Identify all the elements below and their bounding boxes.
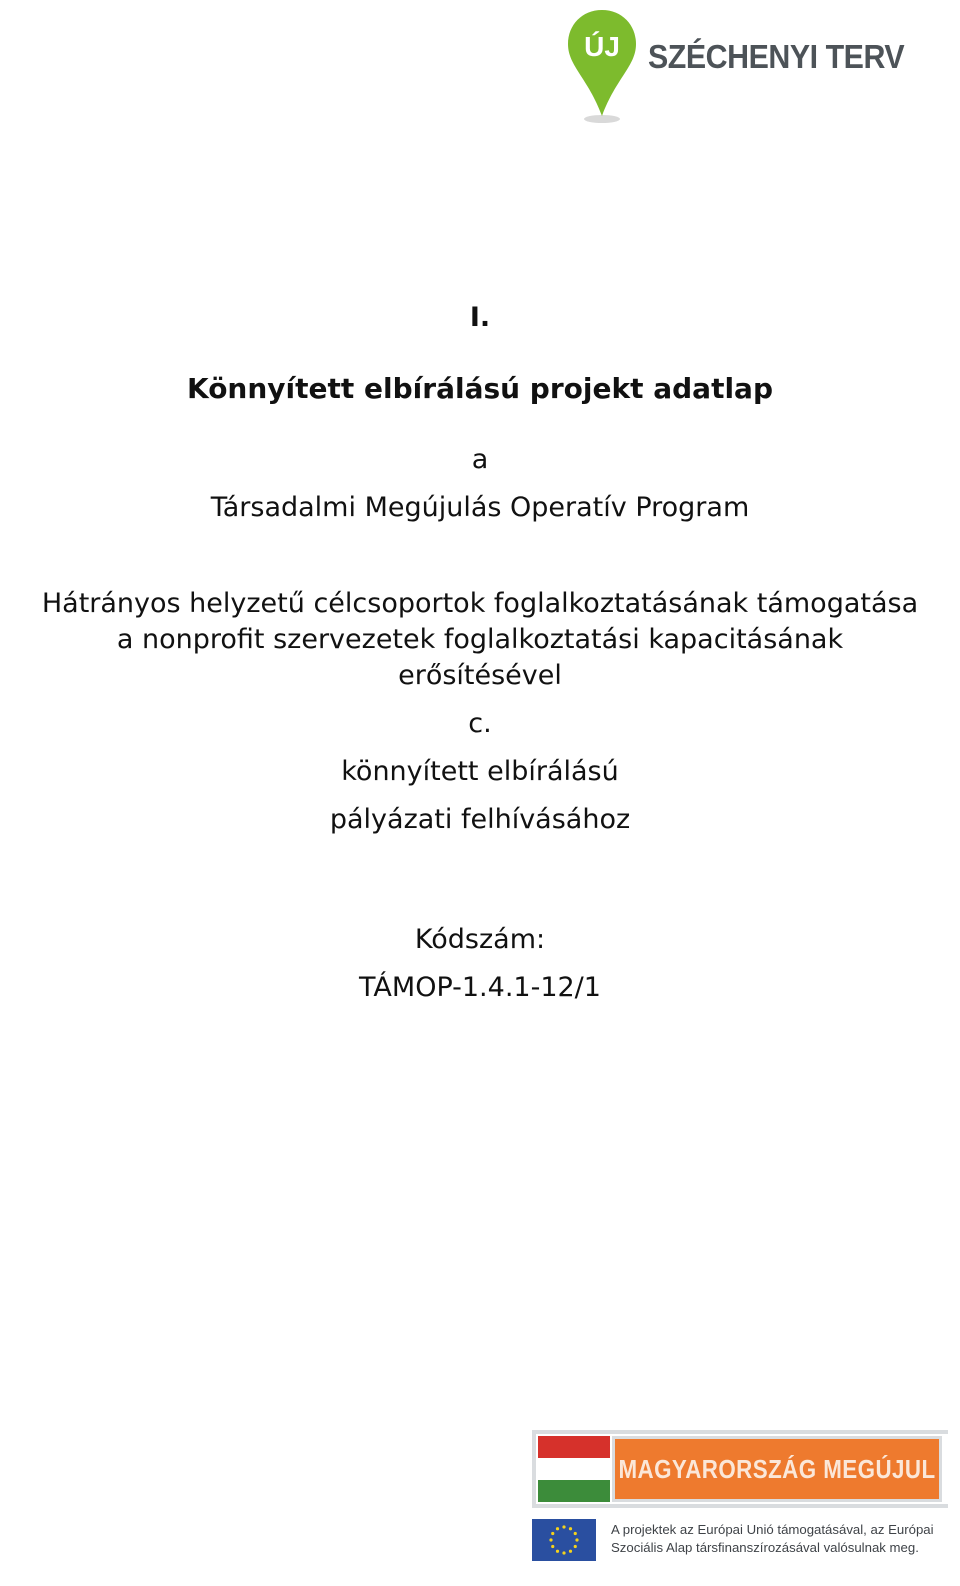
szechenyi-terv-logo [566, 8, 926, 124]
eu-star-icon [562, 1551, 565, 1554]
eu-star-icon [562, 1525, 565, 1528]
code-label: Kódszám: [414, 924, 546, 955]
eu-star-icon [551, 1532, 554, 1535]
roman-numeral: I. [469, 302, 491, 333]
eu-star-icon [556, 1527, 559, 1530]
eu-funding-notice [611, 1521, 946, 1557]
logo-pin-label: ÚJ [584, 31, 620, 62]
eu-star-icon [569, 1550, 572, 1553]
logo-text: SZÉCHENYI TERV [648, 38, 905, 75]
program-name: Társadalmi Megújulás Operatív Program [210, 492, 750, 523]
eu-star-icon [575, 1538, 578, 1541]
article-text: a [471, 444, 489, 475]
eu-notice-line-1: A projektek az Európai Unió támogatásával, az Európai [611, 1522, 934, 1537]
banner-text: MAGYARORSZÁG MEGÚJUL [618, 1453, 936, 1484]
eu-flag-icon [532, 1519, 596, 1561]
page-title: Könnyített elbírálású projekt adatlap [186, 372, 773, 405]
call-line-2: pályázati felhívásához [329, 804, 631, 835]
eu-star-icon [556, 1550, 559, 1553]
call-line-1: könnyített elbírálású [341, 756, 619, 787]
subject-line-3: erősítésével [398, 660, 562, 691]
eu-star-icon [574, 1532, 577, 1535]
magyarorszag-megujul-banner [612, 1436, 942, 1502]
code-value: TÁMOP-1.4.1-12/1 [359, 972, 601, 1003]
eu-star-icon [574, 1545, 577, 1548]
c-label: c. [468, 708, 492, 739]
hungarian-flag-icon [538, 1436, 610, 1502]
subject-line-1: Hátrányos helyzetű célcsoportok foglalkoztatásának támogatása [41, 588, 919, 619]
eu-star-icon [551, 1545, 554, 1548]
eu-star-icon [549, 1538, 552, 1541]
map-pin-icon [566, 8, 642, 124]
eu-notice-line-2: Szociális Alap társfinanszírozásával valósulnak meg. [611, 1540, 919, 1555]
subject-line-2: a nonprofit szervezetek foglalkoztatási kapacitásának [116, 624, 844, 655]
eu-star-icon [569, 1527, 572, 1530]
